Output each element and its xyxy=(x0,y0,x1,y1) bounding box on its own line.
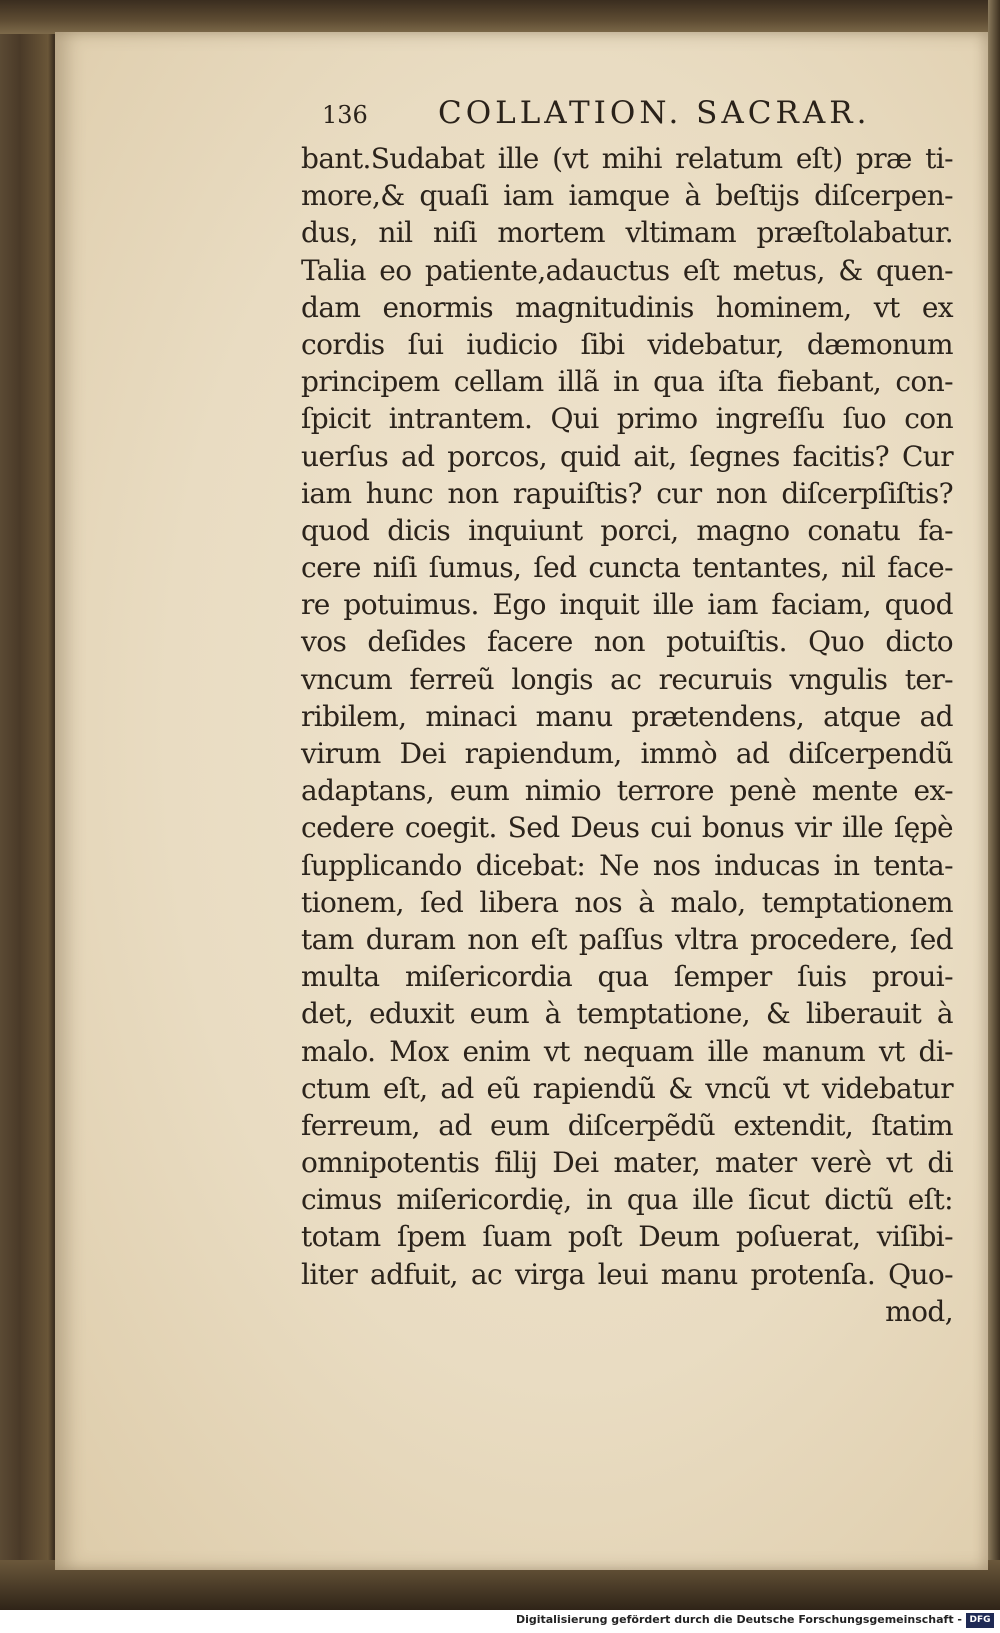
text-line: ctum eſt, ad eũ rapiendũ & vncũ vt videbatur xyxy=(301,1071,953,1105)
catchword: mod, xyxy=(885,1294,953,1328)
text-line: dus, nil niſi mortem vltimam præſtolabatur. xyxy=(301,216,953,250)
text-line: ſpicit intrantem. Qui primo ingreſſu ſuo con xyxy=(301,402,953,436)
text-line: quod dicis inquiunt porci, magno conatu fa- xyxy=(301,513,953,547)
funding-notice: Digitalisierung gefördert durch die Deutsche Forschungsgemeinschaft - xyxy=(515,1613,962,1626)
text-line: tam duram non eſt paſſus vltra procedere, ſed xyxy=(301,922,953,956)
body-text xyxy=(301,140,953,1330)
text-line: omnipotentis filij Dei mater, mater verè vt di xyxy=(301,1146,953,1180)
text-line: cedere coegit. Sed Deus cui bonus vir ille ſępè xyxy=(301,811,953,845)
text-line: bant.Sudabat ille (vt mihi relatum eſt) præ ti- xyxy=(301,142,953,175)
text-line: det, eduxit eum à temptatione, & liberauit à xyxy=(301,997,953,1031)
text-line: cimus miſericordię, in qua ille ſicut dictũ eſt: xyxy=(301,1183,953,1217)
page-number: 136 xyxy=(322,101,368,129)
dfg-logo: DFG xyxy=(966,1613,994,1628)
text-line: iam hunc non rapuiſtis? cur non diſcerpſiſtis? xyxy=(301,476,953,510)
text-line: principem cellam illã in qua iſta fiebant, con- xyxy=(301,365,953,399)
text-line: dam enormis magnitudinis hominem, vt ex xyxy=(301,290,953,324)
text-line: ſupplicando dicebat: Ne nos inducas in tenta- xyxy=(301,848,953,882)
text-line: cere niſi ſumus, ſed cuncta tentantes, nil face- xyxy=(301,551,953,585)
text-line: vos deſides facere non potuiſtis. Quo dicto xyxy=(301,625,953,659)
text-line: adaptans, eum nimio terrore penè mente ex- xyxy=(301,774,953,808)
text-line: ribilem, minaci manu prætendens, atque ad xyxy=(301,699,953,733)
text-line: more,& quaſi iam iamque à beſtijs diſcerpen- xyxy=(301,179,953,213)
text-line: ferreum, ad eum diſcerpẽdũ extendit, ſtatim xyxy=(301,1108,953,1142)
page-header xyxy=(322,95,912,135)
text-line: cordis ſui iudicio ſibi videbatur, dæmonum xyxy=(301,327,953,361)
book-right-edge xyxy=(988,0,1000,1610)
running-head: COLLATION. SACRAR. xyxy=(438,95,871,131)
footer-bar xyxy=(0,1610,1000,1633)
text-line: totam ſpem ſuam poſt Deum poſuerat, viſibi- xyxy=(301,1220,953,1254)
text-line: malo. Mox enim vt nequam ille manum vt di- xyxy=(301,1034,953,1068)
text-line: liter adfuit, ac virga leui manu protenſa. Quo- xyxy=(301,1257,953,1291)
text-line: Talia eo patiente,adauctus eſt metus, & quen- xyxy=(301,253,953,287)
book-top-edge xyxy=(0,0,1000,34)
text-line: vncum ferreũ longis ac recuruis vngulis ter- xyxy=(301,662,953,696)
text-line: virum Dei rapiendum, immò ad diſcerpendũ xyxy=(301,737,953,770)
text-line: tionem, ſed libera nos à malo, temptationem xyxy=(301,885,953,919)
text-line: uerſus ad porcos, quid ait, ſegnes facitis? Cur xyxy=(301,439,953,473)
text-line: multa miſericordia qua ſemper ſuis proui- xyxy=(301,960,953,994)
text-line: re potuimus. Ego inquit ille iam faciam, quod xyxy=(301,588,953,622)
